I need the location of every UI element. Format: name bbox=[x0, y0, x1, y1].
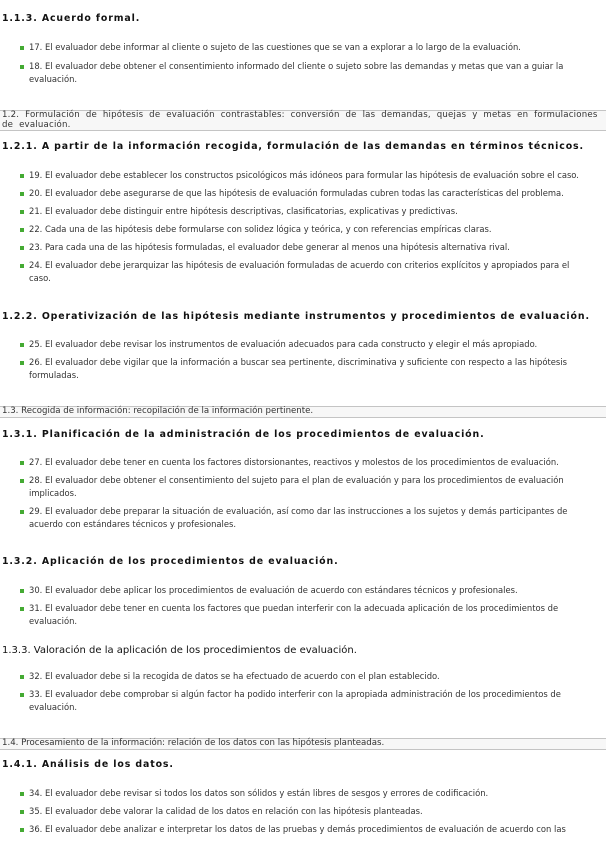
square-bullet-icon bbox=[20, 693, 24, 697]
section-bar-1-4 bbox=[0, 738, 606, 750]
list-item: 24. El evaluador debe jerarquizar las hipótesis de evaluación formuladas de acuerdo con criterios explícitos y apropiados para el caso. bbox=[0, 259, 606, 285]
subheading-1-2-1 bbox=[0, 141, 606, 153]
list-item: 19. El evaluador debe establecer los constructos psicológicos más idóneos para formular las hipótesis de evaluación sobre el caso. bbox=[0, 169, 606, 182]
items-group-6 bbox=[0, 670, 606, 714]
square-bullet-icon bbox=[20, 192, 24, 196]
list-item: 35. El evaluador debe valorar la calidad de los datos en relación con las hipótesis planteadas. bbox=[0, 805, 606, 818]
square-bullet-icon bbox=[20, 792, 24, 796]
square-bullet-icon bbox=[20, 210, 24, 214]
square-bullet-icon bbox=[20, 361, 24, 365]
list-item: 18. El evaluador debe obtener el consentimiento informado del cliente o sujeto sobre las demandas y metas que van a guiar la evaluación. bbox=[0, 60, 606, 86]
square-bullet-icon bbox=[20, 246, 24, 250]
square-bullet-icon bbox=[20, 228, 24, 232]
section-bar-text: 1.3. Recogida de información: recopilación de la información pertinente. bbox=[0, 406, 606, 418]
square-bullet-icon bbox=[20, 46, 24, 50]
list-item: 31. El evaluador debe tener en cuenta los factores que puedan interferir con la adecuada aplicación de los procedimientos de evaluación. bbox=[0, 602, 606, 628]
subheading-1-3-3 bbox=[0, 645, 606, 657]
items-group-3 bbox=[0, 338, 606, 382]
list-item: 34. El evaluador debe revisar si todos los datos son sólidos y están libres de sesgos y errores de codificación. bbox=[0, 787, 606, 800]
list-item: 32. El evaluador debe si la recogida de datos se ha efectuado de acuerdo con el plan establecido. bbox=[0, 670, 606, 683]
list-item: 22. Cada una de las hipótesis debe formularse con solidez lógica y teórica, y con referencias empíricas claras. bbox=[0, 223, 606, 236]
list-item: 30. El evaluador debe aplicar los procedimientos de evaluación de acuerdo con estándares técnicos y profesionales. bbox=[0, 584, 606, 597]
section-bar-1-2 bbox=[0, 110, 606, 131]
square-bullet-icon bbox=[20, 174, 24, 178]
items-group-5 bbox=[0, 584, 606, 628]
subheading-1-4-1 bbox=[0, 759, 606, 771]
square-bullet-icon bbox=[20, 264, 24, 268]
square-bullet-icon bbox=[20, 828, 24, 832]
square-bullet-icon bbox=[20, 461, 24, 465]
square-bullet-icon bbox=[20, 65, 24, 69]
square-bullet-icon bbox=[20, 510, 24, 514]
subheading-text: 1.3.1. Planificación de la administración de los procedimientos de evaluación. bbox=[2, 429, 485, 440]
list-item: 29. El evaluador debe preparar la situación de evaluación, así como dar las instrucciones a los sujetos y demás participantes de acuerdo con estándares técnicos y profesionales. bbox=[0, 505, 606, 531]
list-item: 27. El evaluador debe tener en cuenta los factores distorsionantes, reactivos y molestos de los procedimientos de evaluación. bbox=[0, 456, 606, 469]
subheading-text: 1.3.2. Aplicación de los procedimientos de evaluación. bbox=[2, 556, 339, 567]
subheading-text: 1.2.1. A partir de la información recogida, formulación de las demandas en términos técnicos. bbox=[2, 141, 584, 152]
list-item: 28. El evaluador debe obtener el consentimiento del sujeto para el plan de evaluación y para los procedimientos de evaluación implicados. bbox=[0, 474, 606, 500]
list-item: 17. El evaluador debe informar al cliente o sujeto de las cuestiones que se van a explorar a lo largo de la evaluación. bbox=[0, 41, 606, 54]
list-item: 20. El evaluador debe asegurarse de que las hipótesis de evaluación formuladas cubren todas las características del problema. bbox=[0, 187, 606, 200]
list-item: 33. El evaluador debe comprobar si algún factor ha podido interferir con la apropiada administración de los procedimientos de evaluación. bbox=[0, 688, 606, 714]
section-bar-text: 1.2. Formulación de hipótesis de evaluación contrastables: conversión de las demandas, quejas y metas en formulaciones de evaluación. bbox=[0, 110, 606, 131]
list-item: 21. El evaluador debe distinguir entre hipótesis descriptivas, clasificatorias, explicativas y predictivas. bbox=[0, 205, 606, 218]
section-bar-1-3 bbox=[0, 406, 606, 418]
subheading-text: 1.3.3. Valoración de la aplicación de los procedimientos de evaluación. bbox=[2, 645, 357, 656]
subheading-text: 1.4.1. Análisis de los datos. bbox=[2, 759, 174, 770]
section-bar-text: 1.4. Procesamiento de la información: relación de los datos con las hipótesis planteadas. bbox=[0, 738, 606, 750]
items-group-2 bbox=[0, 169, 606, 285]
subheading-1-1-3 bbox=[0, 13, 606, 25]
items-group-1 bbox=[0, 41, 606, 86]
square-bullet-icon bbox=[20, 810, 24, 814]
square-bullet-icon bbox=[20, 343, 24, 347]
items-group-4 bbox=[0, 456, 606, 531]
list-item: 25. El evaluador debe revisar los instrumentos de evaluación adecuados para cada constructo y elegir el más apropiado. bbox=[0, 338, 606, 351]
subheading-1-2-2 bbox=[0, 311, 606, 323]
subheading-text: 1.1.3. Acuerdo formal. bbox=[2, 13, 141, 24]
square-bullet-icon bbox=[20, 607, 24, 611]
subheading-1-3-1 bbox=[0, 429, 606, 441]
square-bullet-icon bbox=[20, 675, 24, 679]
square-bullet-icon bbox=[20, 589, 24, 593]
list-item: 26. El evaluador debe vigilar que la información a buscar sea pertinente, discriminativa y suficiente con respecto a las hipótesis formuladas. bbox=[0, 356, 606, 382]
list-item: 36. El evaluador debe analizar e interpretar los datos de las pruebas y demás procedimientos de evaluación de acuerdo con las bbox=[0, 823, 606, 836]
subheading-1-3-2 bbox=[0, 556, 606, 568]
subheading-text: 1.2.2. Operativización de las hipótesis mediante instrumentos y procedimientos de evaluación. bbox=[2, 311, 590, 322]
list-item: 23. Para cada una de las hipótesis formuladas, el evaluador debe generar al menos una hipótesis alternativa rival. bbox=[0, 241, 606, 254]
items-group-7 bbox=[0, 787, 606, 836]
square-bullet-icon bbox=[20, 479, 24, 483]
